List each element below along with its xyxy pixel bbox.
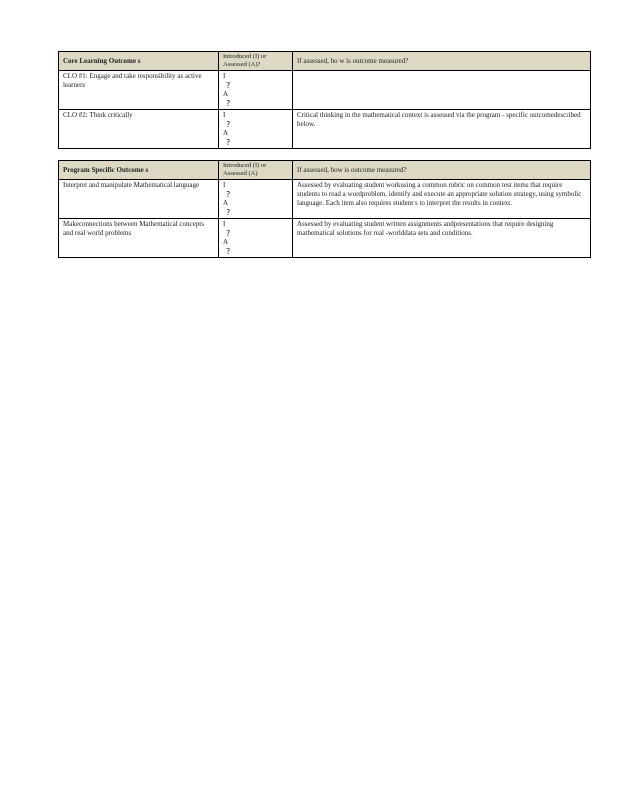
- introduced-label: I: [223, 111, 226, 119]
- measurement-cell: Critical thinking in the mathematical context is assessed via the program - specific outcomedescribed below.: [293, 110, 591, 149]
- core-outcome-header: Core Learning Outcome s: [59, 52, 219, 71]
- table-header-row: [59, 161, 591, 180]
- table-header-row: [59, 52, 591, 71]
- introduced-assessed-cell: [219, 219, 293, 258]
- introduced-assessed-cell: [219, 180, 293, 219]
- introduced-checkbox-icon[interactable]: ?: [226, 190, 231, 199]
- measurement-header: If assessed, ho w is outcome measured?: [293, 52, 591, 71]
- outcome-cell: CLO #2: Think critically: [59, 110, 219, 149]
- introduced-label: I: [223, 220, 226, 228]
- table-row: [59, 180, 591, 219]
- measurement-cell: [293, 71, 591, 110]
- outcome-cell: CLO #1: Engage and take responsibility as active learners: [59, 71, 219, 110]
- assessed-label: A: [223, 238, 229, 246]
- outcome-cell: Interpret and manipulate Mathematical language: [59, 180, 219, 219]
- measurement-cell: Assessed by evaluating student written assignments andpresentations that require designing mathematical solutions for real -worlddata sets and conditions.: [293, 219, 591, 258]
- assessed-checkbox-icon[interactable]: ?: [226, 99, 231, 108]
- core-learning-outcomes-table: [58, 51, 591, 149]
- assessed-checkbox-icon[interactable]: ?: [226, 138, 231, 147]
- program-specific-outcomes-table: [58, 160, 591, 258]
- assessed-label: A: [223, 90, 229, 98]
- introduced-checkbox-icon[interactable]: ?: [226, 120, 231, 129]
- assessed-checkbox-icon[interactable]: ?: [226, 247, 231, 256]
- program-outcome-header: Program Specific Outcome s: [59, 161, 219, 180]
- introduced-assessed-header: Introduced (I) or Assessed (A)?: [219, 52, 293, 71]
- measurement-header: If assessed, how is outcome measured?: [293, 161, 591, 180]
- assessed-checkbox-icon[interactable]: ?: [226, 208, 231, 217]
- assessed-label: A: [223, 129, 229, 137]
- assessed-label: A: [223, 199, 229, 207]
- introduced-label: I: [223, 181, 226, 189]
- table-row: [59, 71, 591, 110]
- table-row: [59, 110, 591, 149]
- introduced-assessed-cell: [219, 110, 293, 149]
- measurement-cell: Assessed by evaluating student workusing a common rubric on common test items that require students to read a wordproblem, identify and execute an appropriate solution strategy, using symbolic language. Each item also requires student s to interpret the results in context.: [293, 180, 591, 219]
- table-row: [59, 219, 591, 258]
- introduced-assessed-cell: [219, 71, 293, 110]
- outcome-cell: Makeconnections between Mathematical concepts and real world problems: [59, 219, 219, 258]
- introduced-label: I: [223, 72, 226, 80]
- introduced-checkbox-icon[interactable]: ?: [226, 229, 231, 238]
- introduced-checkbox-icon[interactable]: ?: [226, 81, 231, 90]
- introduced-assessed-header: Introduced (I) or Assessed (A): [219, 161, 293, 180]
